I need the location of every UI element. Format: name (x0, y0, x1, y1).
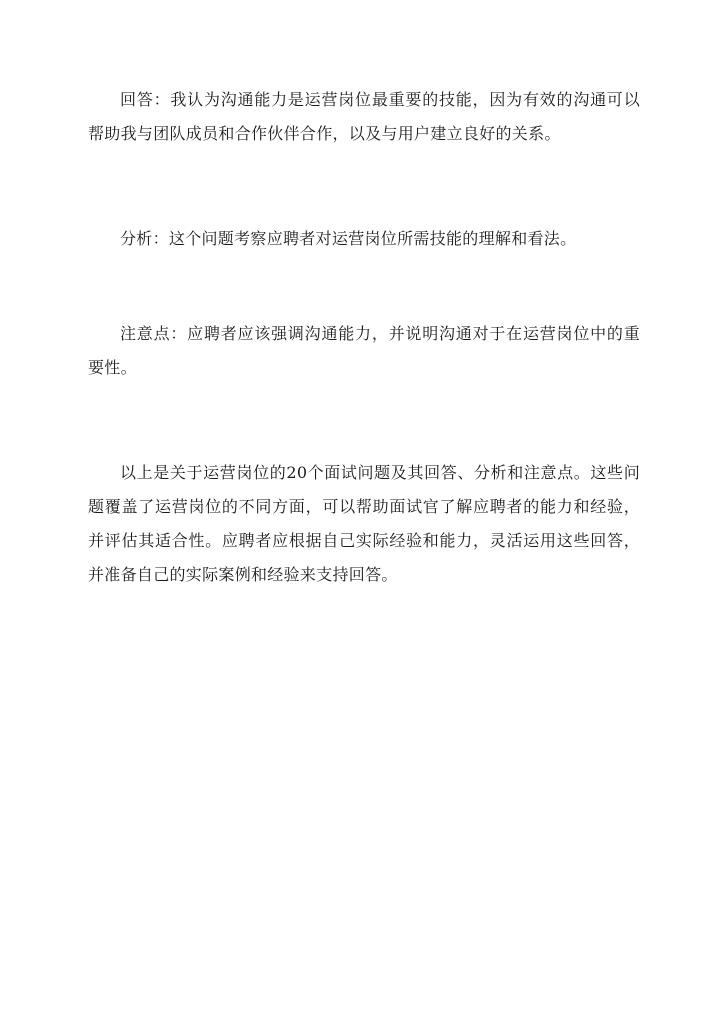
analysis-paragraph: 分析：这个问题考察应聘者对运营岗位所需技能的理解和看法。 (120, 229, 577, 248)
answer-paragraph: 回答：我认为沟通能力是运营岗位最重要的技能，因为有效的沟通可以帮助我与团队成员和合作伙伴合作，以及与用户建立良好的关系。 (88, 90, 640, 143)
summary-paragraph: 以上是关于运营岗位的20个面试问题及其回答、分析和注意点。这些问题覆盖了运营岗位的不同方面，可以帮助面试官了解应聘者的能力和经验，并评估其适合性。应聘者应根据自己实际经验和能力，灵活运用这些回答，并准备自己的实际案例和经验来支持回答。 (88, 463, 640, 584)
notes-paragraph: 注意点：应聘者应该强调沟通能力，并说明沟通对于在运营岗位中的重要性。 (88, 324, 640, 377)
